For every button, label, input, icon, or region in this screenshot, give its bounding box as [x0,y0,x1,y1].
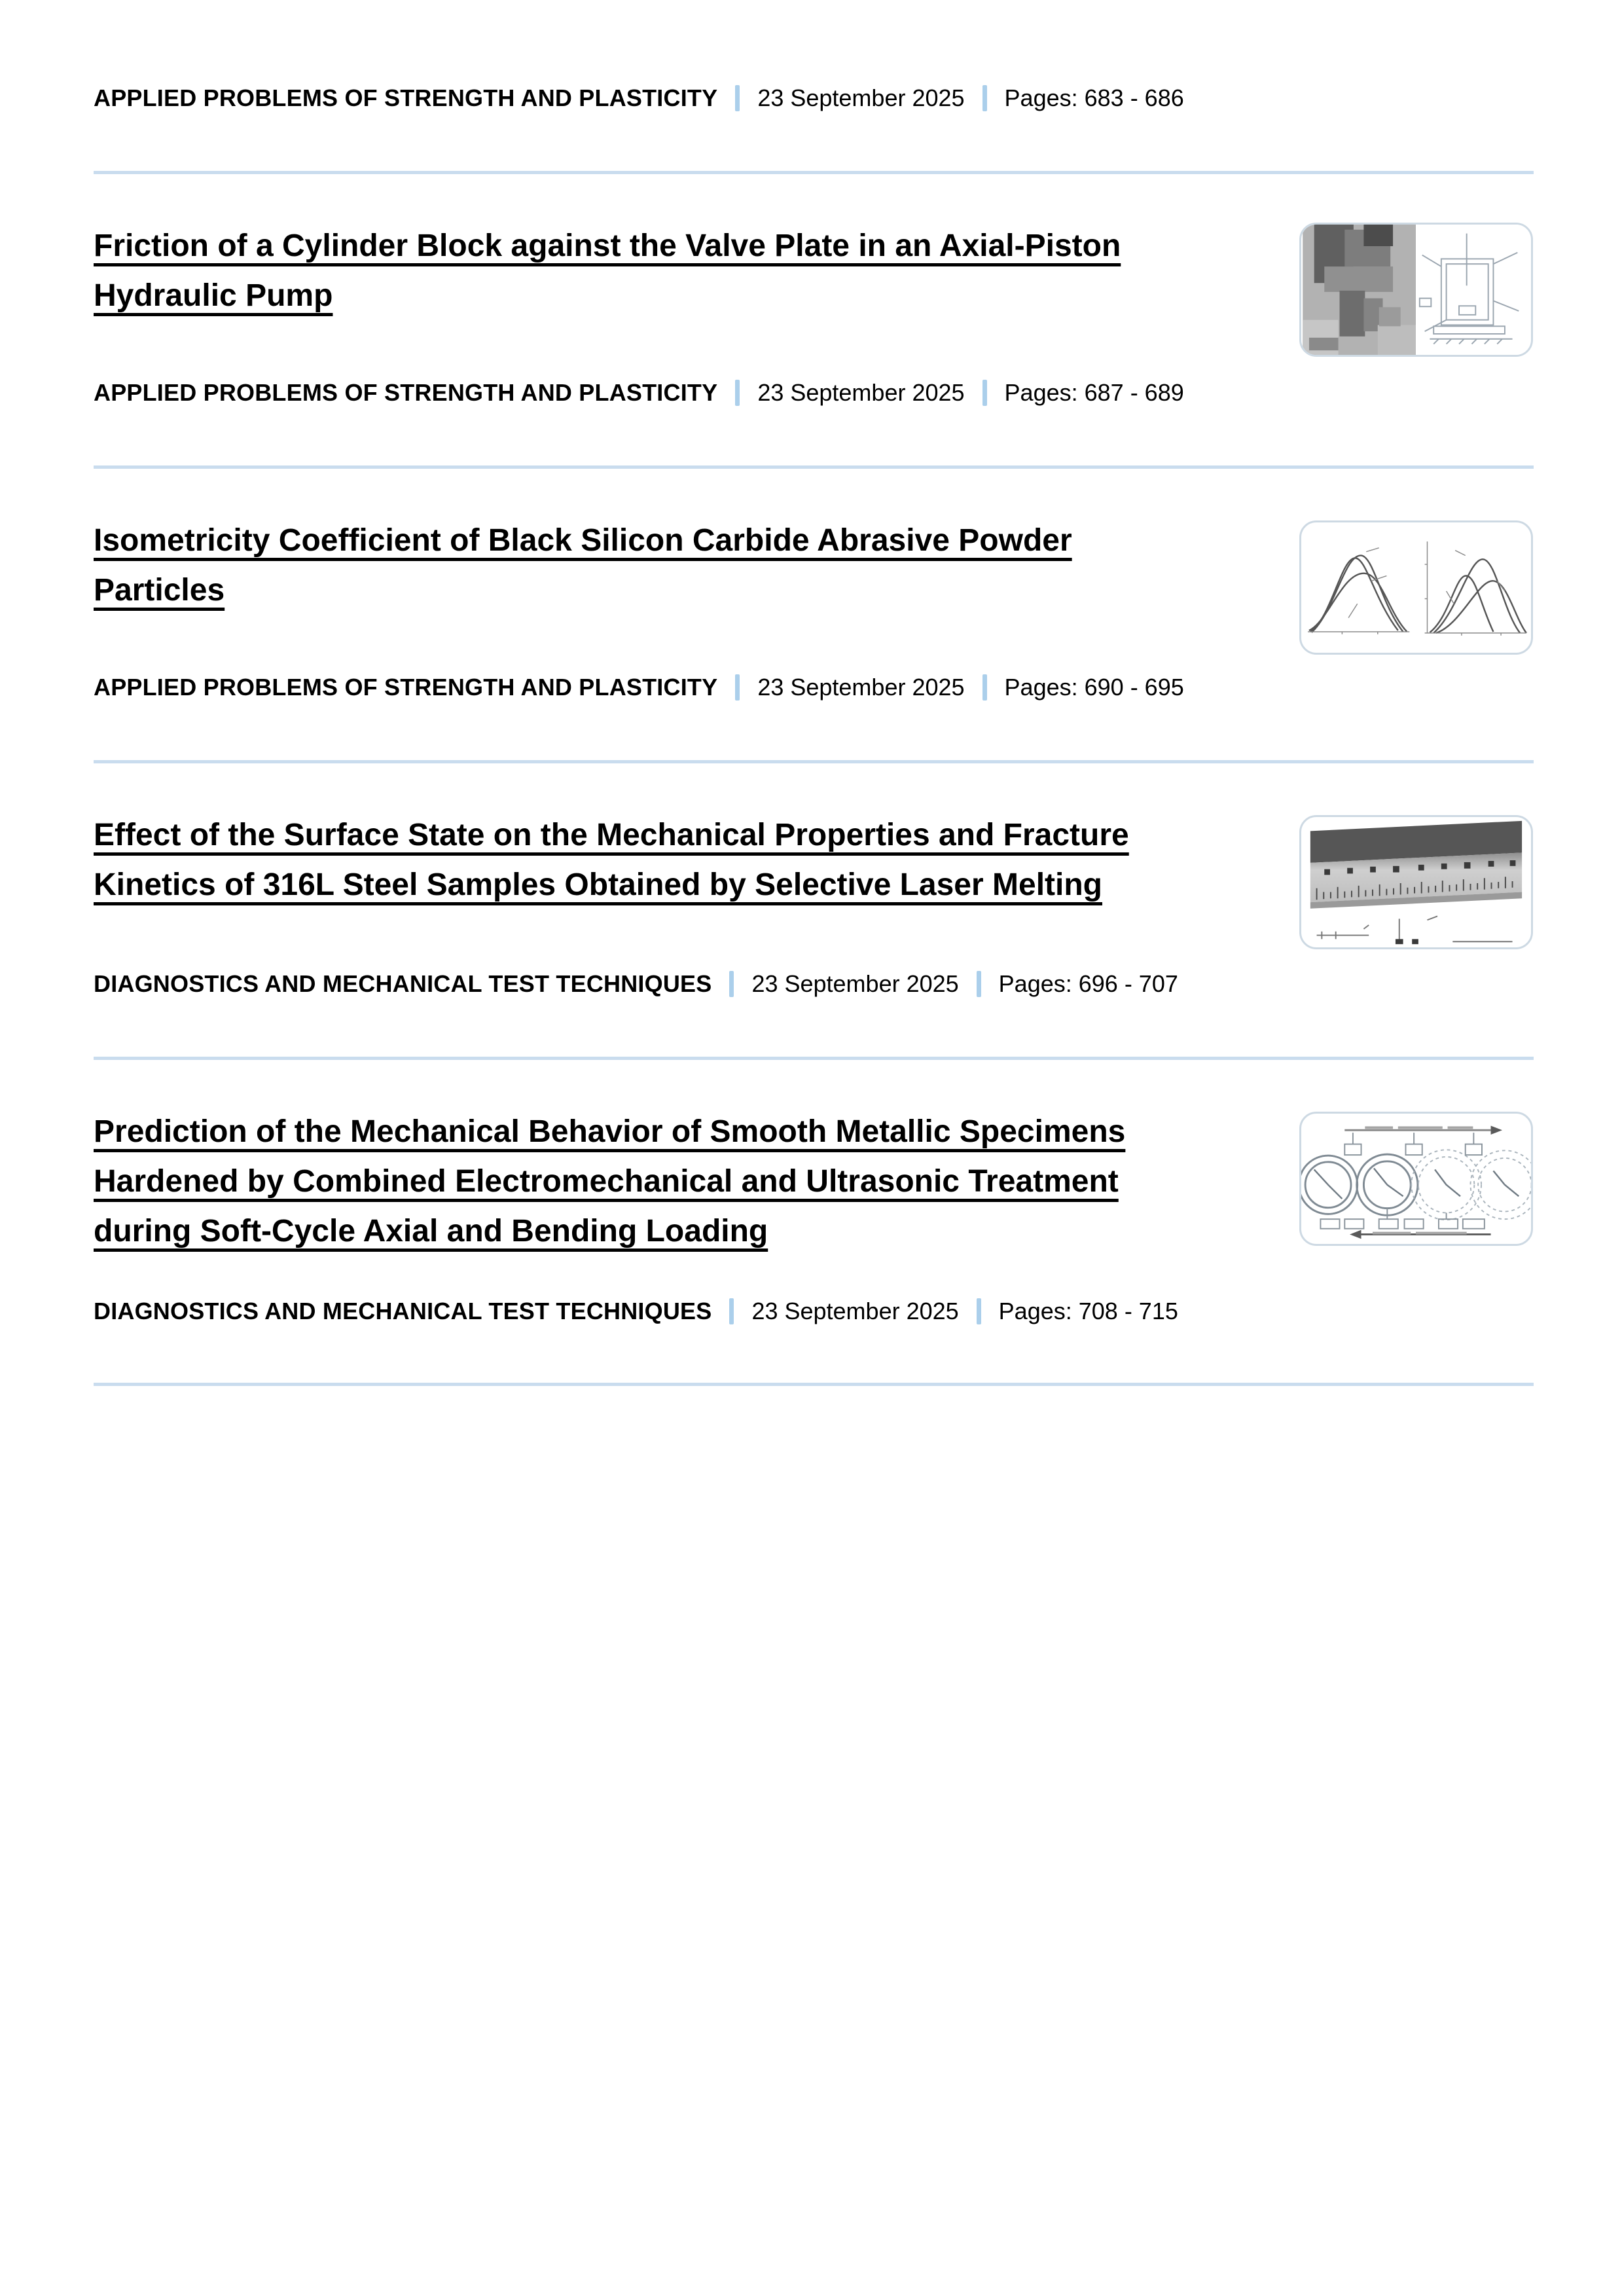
article-thumbnail[interactable] [1299,520,1533,655]
pages-range: Pages: 696 - 707 [998,970,1178,997]
article-title-link[interactable]: Effect of the Surface State on the Mechanical Properties and Fracture Kinetics of 316L Steel Samples Obtained by Selective Laser Melting [94,818,1129,902]
article-meta-row [94,378,1184,408]
article-thumbnail[interactable] [1299,815,1533,949]
separator-bar [729,971,734,997]
separator-bar [982,674,987,701]
section-divider [94,760,1534,763]
category-label: DIAGNOSTICS AND MECHANICAL TEST TECHNIQUES [94,1298,712,1324]
publish-date: 23 September 2025 [751,970,959,997]
particle-size-distribution-curves-thumbnail [1301,522,1531,653]
publish-date: 23 September 2025 [757,379,965,406]
article-thumbnail[interactable] [1299,223,1533,357]
publish-date: 23 September 2025 [751,1298,959,1324]
separator-bar [977,1298,981,1324]
article-title [94,1107,1180,1256]
separator-bar [735,85,740,111]
category-label: APPLIED PROBLEMS OF STRENGTH AND PLASTICITY [94,84,718,111]
article-title [94,811,1180,910]
pump-photo-and-schematic-thumbnail [1301,225,1531,355]
category-label: APPLIED PROBLEMS OF STRENGTH AND PLASTICITY [94,674,718,701]
article-title [94,516,1180,615]
article-title-link[interactable]: Friction of a Cylinder Block against the Valve Plate in an Axial-Piston Hydraulic Pump [94,228,1121,313]
separator-bar [982,380,987,406]
pages-range: Pages: 708 - 715 [998,1298,1178,1324]
separator-bar [735,380,740,406]
section-divider [94,1057,1534,1060]
ruler-specimen-photo-thumbnail [1301,817,1531,947]
publish-date: 23 September 2025 [757,84,965,111]
pages-range: Pages: 683 - 686 [1004,84,1184,111]
cyclic-loading-gauge-diagram-thumbnail [1301,1114,1531,1244]
category-label: DIAGNOSTICS AND MECHANICAL TEST TECHNIQUES [94,970,712,997]
separator-bar [735,674,740,701]
separator-bar [729,1298,734,1324]
article-title-link[interactable]: Isometricity Coefficient of Black Silicon Carbide Abrasive Powder Particles [94,523,1072,608]
article-title [94,221,1180,321]
article-meta-row [94,1296,1178,1326]
article-meta-row [94,672,1184,702]
category-label: APPLIED PROBLEMS OF STRENGTH AND PLASTICITY [94,379,718,406]
separator-bar [977,971,981,997]
article-title-link[interactable]: Prediction of the Mechanical Behavior of Smooth Metallic Specimens Hardened by Combined Electromechanical and Ultrasonic Treatment during Soft-Cycle Axial and Bending Loading [94,1114,1126,1248]
separator-bar [982,85,987,111]
article-meta-row [94,83,1184,113]
publish-date: 23 September 2025 [757,674,965,701]
article-meta-row [94,969,1178,999]
pages-range: Pages: 690 - 695 [1004,674,1184,701]
pages-range: Pages: 687 - 689 [1004,379,1184,406]
article-thumbnail[interactable] [1299,1112,1533,1246]
section-divider [94,171,1534,174]
section-divider [94,465,1534,469]
section-divider [94,1383,1534,1386]
